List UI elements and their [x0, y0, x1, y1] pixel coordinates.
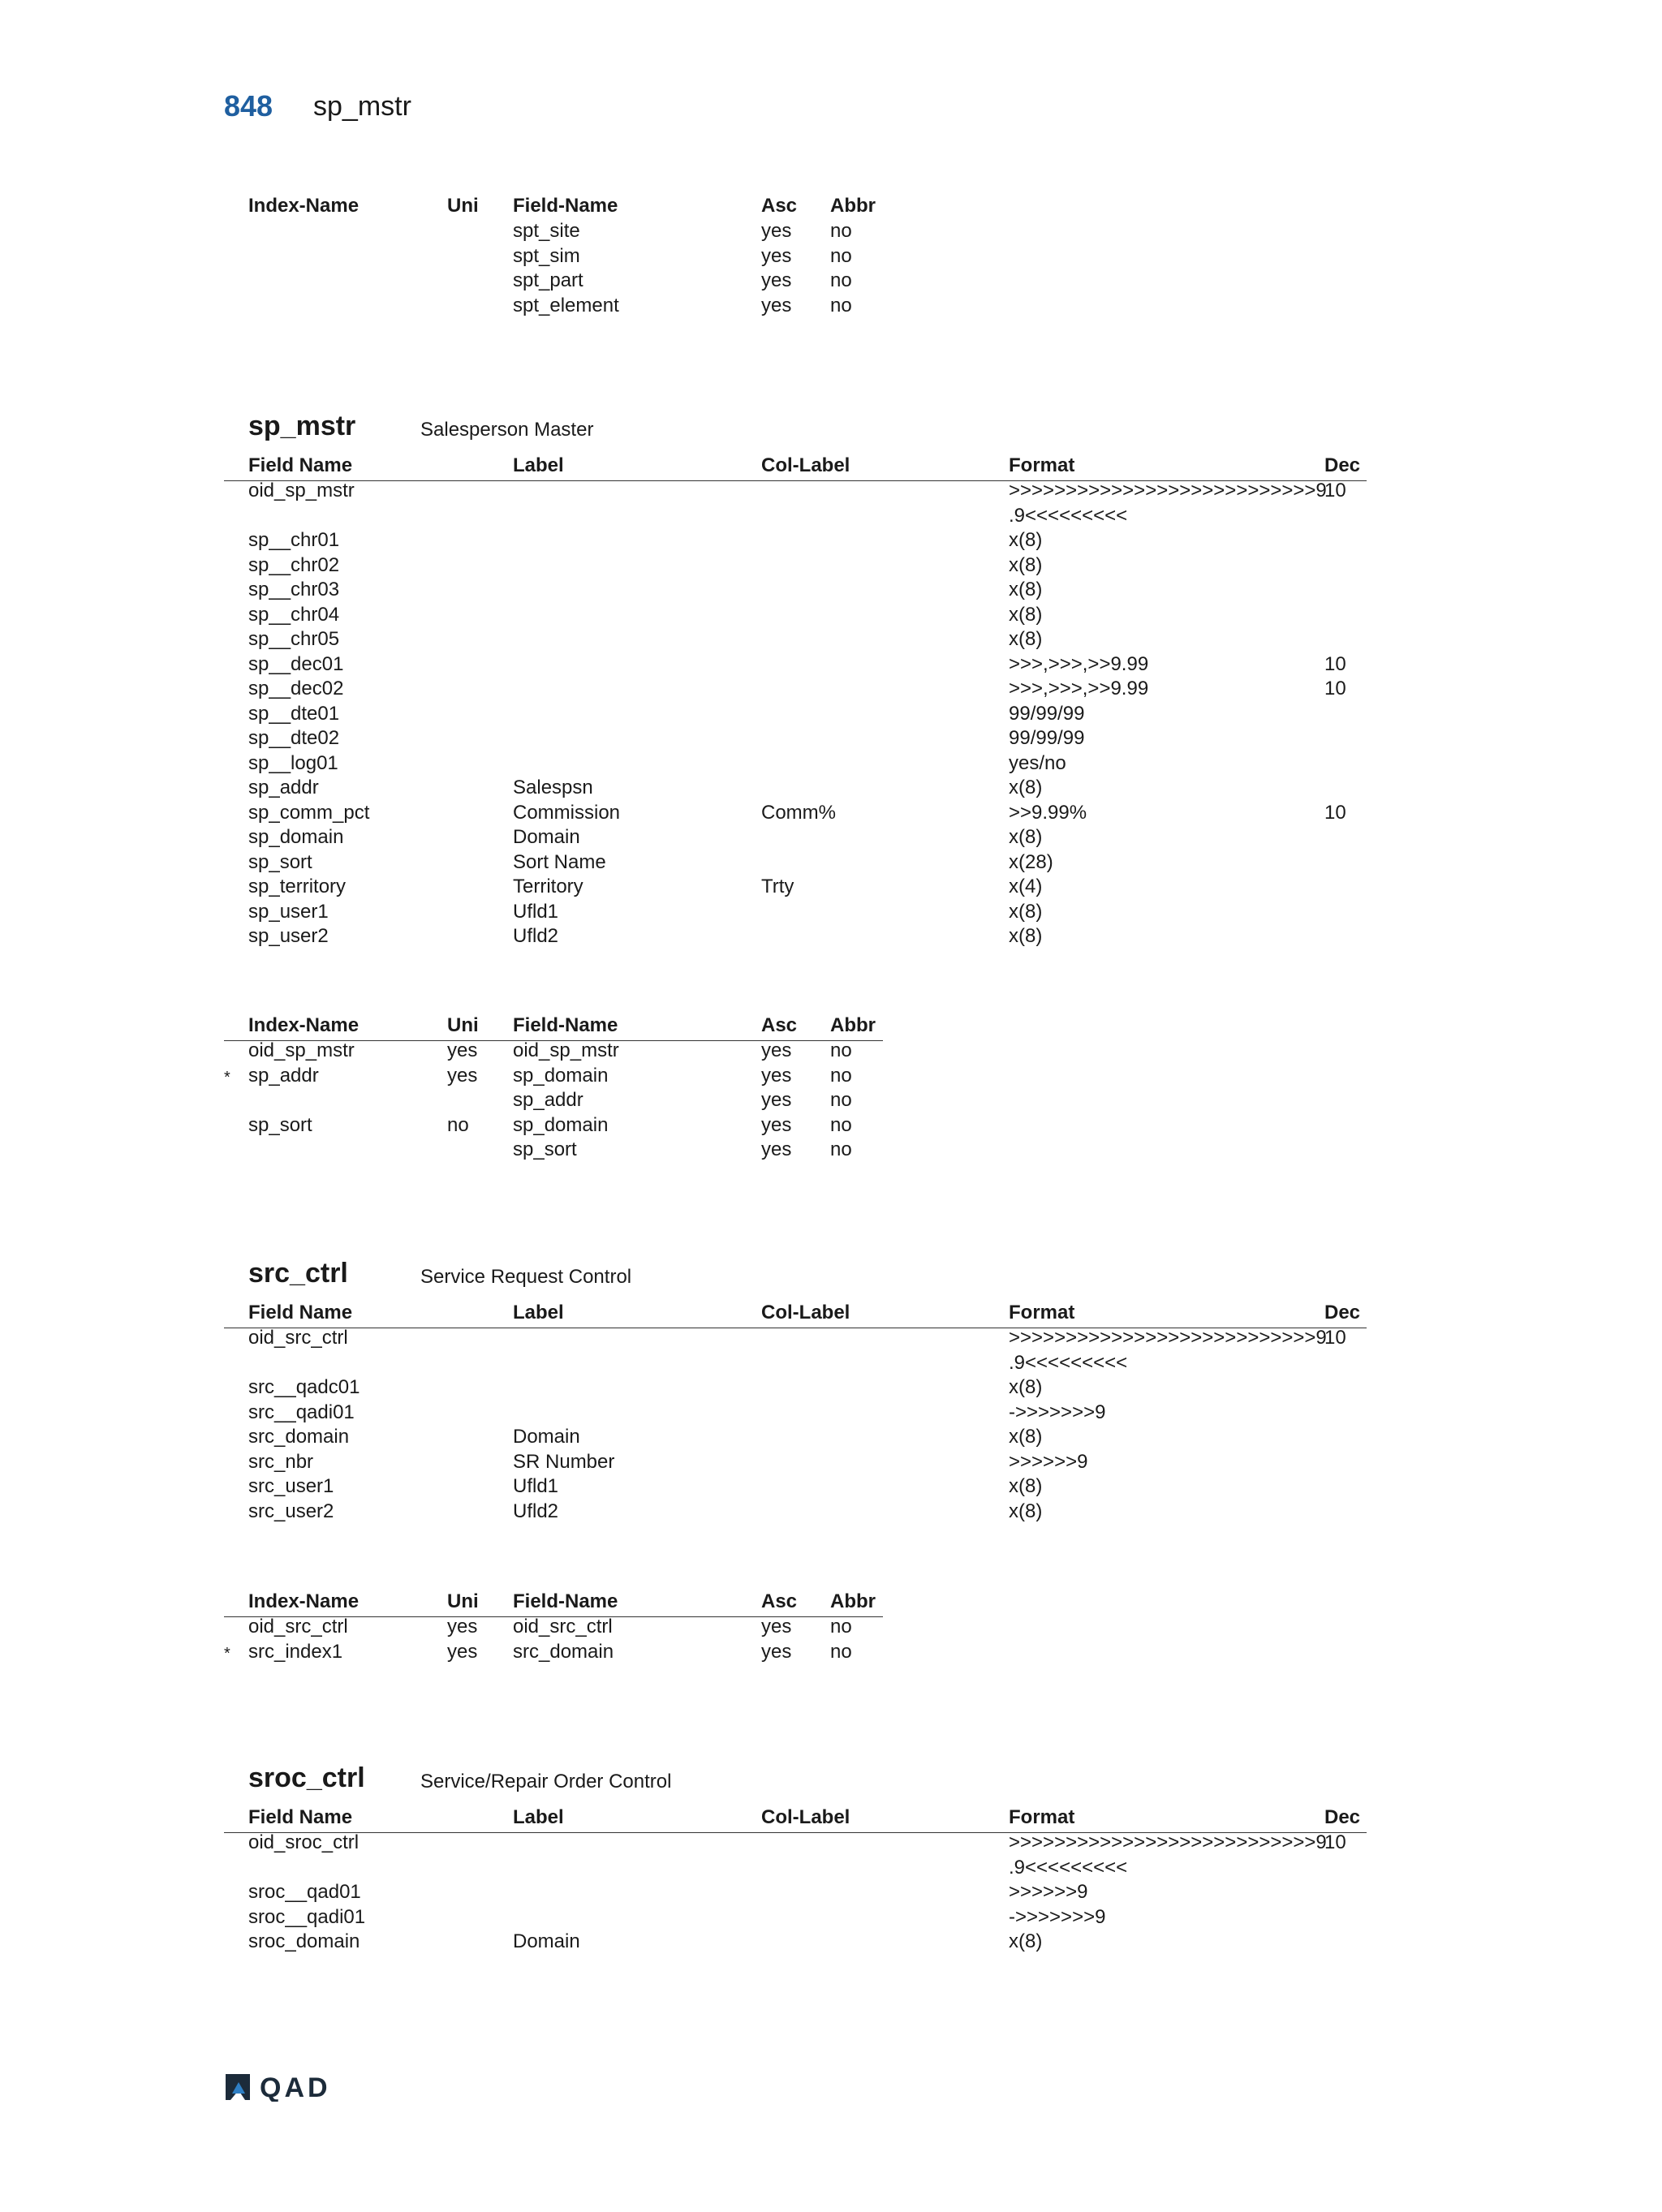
- sp-mstr-field-cell: Salespsn: [513, 777, 593, 798]
- sp-mstr-field-cell: .9<<<<<<<<<: [1009, 504, 1128, 527]
- sroc-ctrl-field-cell: sroc__qadi01: [248, 1905, 366, 1928]
- src-ctrl-index-unique-mark: *: [224, 1644, 230, 1663]
- sp-mstr-index-header: Field-Name: [513, 1014, 618, 1036]
- logo-text: QAD: [260, 2072, 331, 2102]
- sroc-ctrl-table-name: sroc_ctrl: [248, 1762, 365, 1793]
- sp-mstr-index-cell: no: [830, 1138, 852, 1160]
- sp-mstr-field-cell: Commission: [513, 801, 621, 824]
- src-ctrl-field-header: Col-Label: [761, 1302, 850, 1323]
- src-ctrl-index-cell: no: [830, 1616, 852, 1637]
- sp-mstr-field-cell: sp__chr03: [248, 579, 340, 600]
- src-ctrl-field-cell: Domain: [513, 1426, 580, 1448]
- src-ctrl-field-cell: .9<<<<<<<<<: [1009, 1351, 1128, 1374]
- sp-mstr-index-cell: yes: [761, 1138, 792, 1160]
- sp-mstr-field-cell: sp__dec02: [248, 678, 344, 699]
- sp-mstr-index-cell: no: [830, 1089, 852, 1111]
- cont-index-cell: yes: [761, 269, 792, 291]
- src-ctrl-index-header: Uni: [447, 1590, 479, 1612]
- sp-mstr-field-cell: x(8): [1009, 925, 1043, 947]
- sp-mstr-field-cell: Ufld1: [513, 900, 559, 923]
- sp-mstr-field-cell: 10: [1324, 678, 1346, 699]
- sp-mstr-field-cell: sp__dte01: [248, 702, 340, 725]
- sp-mstr-field-cell: x(8): [1009, 553, 1043, 576]
- cont-index-header: Field-Name: [513, 195, 618, 217]
- sroc-ctrl-field-header: Col-Label: [761, 1806, 850, 1828]
- sp-mstr-index-cell: sp_sort: [513, 1138, 577, 1160]
- src-ctrl-field-cell: 10: [1324, 1327, 1346, 1349]
- sroc-ctrl-field-header: Label: [513, 1806, 564, 1828]
- cont-index-cell: spt_sim: [513, 244, 580, 267]
- sp-mstr-field-header: Field Name: [248, 454, 353, 476]
- src-ctrl-table-name: src_ctrl: [248, 1258, 348, 1289]
- sp-mstr-field-cell: sp__chr02: [248, 553, 340, 576]
- cont-index-cell: no: [830, 244, 852, 267]
- sroc-ctrl-field-cell: >>>>>>>>>>>>>>>>>>>>>>>>>>>9: [1009, 1831, 1327, 1853]
- src-ctrl-field-cell: src_nbr: [248, 1450, 314, 1473]
- cont-index-cell: spt_part: [513, 269, 583, 291]
- sroc-ctrl-field-cell: Domain: [513, 1930, 580, 1952]
- src-ctrl-field-cell: x(8): [1009, 1426, 1043, 1448]
- src-ctrl-field-header: Format: [1009, 1302, 1075, 1323]
- sp-mstr-field-header: Dec: [1324, 454, 1361, 476]
- src-ctrl-field-cell: src_user1: [248, 1475, 334, 1497]
- sroc-ctrl-field-cell: 10: [1324, 1831, 1346, 1853]
- sp-mstr-field-cell: sp__chr05: [248, 628, 340, 650]
- sp-mstr-field-cell: sp__chr04: [248, 603, 340, 626]
- src-ctrl-field-cell: x(8): [1009, 1500, 1043, 1522]
- sp-mstr-field-cell: 10: [1324, 652, 1346, 675]
- src-ctrl-field-cell: Ufld1: [513, 1475, 559, 1497]
- sp-mstr-index-cell: yes: [761, 1064, 792, 1087]
- sp-mstr-field-cell: Trty: [761, 876, 794, 897]
- cont-index-cell: yes: [761, 244, 792, 267]
- sp-mstr-index-cell: oid_sp_mstr: [248, 1039, 355, 1061]
- sp-mstr-field-cell: yes/no: [1009, 751, 1066, 774]
- sroc-ctrl-field-cell: ->>>>>>>9: [1009, 1905, 1106, 1928]
- sp-mstr-field-cell: Ufld2: [513, 925, 559, 947]
- src-ctrl-index-cell: yes: [447, 1640, 478, 1663]
- src-ctrl-index-header: Abbr: [830, 1590, 876, 1612]
- sp-mstr-index-cell: yes: [447, 1064, 478, 1087]
- sp-mstr-field-cell: x(8): [1009, 628, 1043, 650]
- sp-mstr-field-cell: sp_comm_pct: [248, 801, 370, 824]
- sp-mstr-field-cell: Comm%: [761, 801, 837, 824]
- sroc-ctrl-field-header: Dec: [1324, 1806, 1361, 1828]
- src-ctrl-table-desc: Service Request Control: [420, 1266, 632, 1288]
- sp-mstr-table-name: sp_mstr: [248, 411, 356, 441]
- cont-index-cell: no: [830, 294, 852, 316]
- sp-mstr-field-header: Label: [513, 454, 564, 476]
- sp-mstr-index-cell: yes: [761, 1113, 792, 1136]
- sroc-ctrl-table-desc: Service/Repair Order Control: [420, 1771, 672, 1792]
- cont-index-header: Asc: [761, 195, 798, 217]
- cont-index-cell: no: [830, 269, 852, 291]
- src-ctrl-index-cell: no: [830, 1640, 852, 1663]
- sp-mstr-index-cell: no: [830, 1113, 852, 1136]
- cont-index-cell: yes: [761, 220, 792, 242]
- sp-mstr-index-cell: yes: [761, 1089, 792, 1111]
- sp-mstr-index-cell: sp_sort: [248, 1113, 312, 1136]
- sroc-ctrl-field-header: Format: [1009, 1806, 1075, 1828]
- page-title: sp_mstr: [313, 91, 411, 122]
- src-ctrl-index-cell: yes: [447, 1616, 478, 1637]
- sp-mstr-index-cell: no: [447, 1113, 469, 1136]
- sp-mstr-field-cell: sp_sort: [248, 850, 312, 873]
- sroc-ctrl-field-cell: .9<<<<<<<<<: [1009, 1856, 1128, 1878]
- sp-mstr-index-header: Asc: [761, 1014, 798, 1036]
- cont-index-cell: no: [830, 220, 852, 242]
- src-ctrl-index-cell: yes: [761, 1640, 792, 1663]
- sp-mstr-field-cell: x(8): [1009, 603, 1043, 626]
- src-ctrl-index-cell: src_domain: [513, 1640, 614, 1663]
- page-number: 848: [224, 89, 273, 123]
- sp-mstr-table-desc: Salesperson Master: [420, 419, 594, 441]
- sp-mstr-field-cell: 99/99/99: [1009, 727, 1085, 749]
- sp-mstr-index-header: Abbr: [830, 1014, 876, 1036]
- sp-mstr-field-cell: Domain: [513, 826, 580, 848]
- qad-logo-icon: [224, 2072, 346, 2102]
- sp-mstr-index-header: Uni: [447, 1014, 479, 1036]
- sp-mstr-field-cell: 99/99/99: [1009, 702, 1085, 725]
- cont-index-cell: yes: [761, 294, 792, 316]
- sp-mstr-field-cell: sp__dec01: [248, 652, 344, 675]
- sp-mstr-field-cell: >>9.99%: [1009, 801, 1087, 824]
- sroc-ctrl-field-cell: >>>>>>9: [1009, 1881, 1088, 1903]
- sp-mstr-field-cell: >>>,>>>,>>9.99: [1009, 652, 1149, 675]
- sroc-ctrl-field-cell: sroc_domain: [248, 1930, 360, 1952]
- sp-mstr-index-cell: no: [830, 1039, 852, 1061]
- sp-mstr-index-cell: oid_sp_mstr: [513, 1039, 619, 1061]
- src-ctrl-field-cell: src_domain: [248, 1426, 350, 1448]
- src-ctrl-index-header: Asc: [761, 1590, 798, 1612]
- sp-mstr-field-cell: x(8): [1009, 826, 1043, 848]
- sp-mstr-field-header: Format: [1009, 454, 1075, 476]
- sp-mstr-index-cell: sp_domain: [513, 1064, 609, 1087]
- src-ctrl-field-cell: src__qadc01: [248, 1376, 360, 1398]
- sp-mstr-field-cell: sp_user2: [248, 925, 329, 947]
- sp-mstr-index-cell: yes: [447, 1039, 478, 1061]
- sp-mstr-field-cell: x(4): [1009, 876, 1043, 897]
- src-ctrl-field-cell: Ufld2: [513, 1500, 559, 1522]
- src-ctrl-field-cell: ->>>>>>>9: [1009, 1401, 1106, 1423]
- src-ctrl-index-cell: yes: [761, 1616, 792, 1637]
- cont-index-header: Abbr: [830, 195, 876, 217]
- cont-index-header: Uni: [447, 195, 479, 217]
- sp-mstr-index-cell: no: [830, 1064, 852, 1087]
- src-ctrl-field-cell: x(8): [1009, 1376, 1043, 1398]
- src-ctrl-index-header: Index-Name: [248, 1590, 360, 1612]
- sroc-ctrl-field-header: Field Name: [248, 1806, 353, 1828]
- sp-mstr-index-cell: sp_domain: [513, 1113, 609, 1136]
- sroc-ctrl-field-cell: x(8): [1009, 1930, 1043, 1952]
- sroc-ctrl-field-cell: sroc__qad01: [248, 1881, 361, 1903]
- src-ctrl-field-header: Dec: [1324, 1302, 1361, 1323]
- sp-mstr-field-cell: sp_addr: [248, 777, 319, 798]
- cont-index-cell: spt_element: [513, 294, 619, 316]
- src-ctrl-field-header: Field Name: [248, 1302, 353, 1323]
- sp-mstr-field-cell: 10: [1324, 801, 1346, 824]
- sp-mstr-field-cell: sp_user1: [248, 900, 329, 923]
- cont-index-cell: spt_site: [513, 220, 580, 242]
- sp-mstr-field-cell: Sort Name: [513, 850, 606, 873]
- sp-mstr-field-cell: x(8): [1009, 900, 1043, 923]
- src-ctrl-field-cell: x(8): [1009, 1475, 1043, 1497]
- cont-index-header: Index-Name: [248, 195, 360, 217]
- src-ctrl-index-cell: oid_src_ctrl: [513, 1616, 613, 1637]
- sp-mstr-field-cell: x(8): [1009, 579, 1043, 600]
- sp-mstr-field-cell: oid_sp_mstr: [248, 480, 355, 501]
- sp-mstr-field-header: Col-Label: [761, 454, 850, 476]
- src-ctrl-field-cell: >>>>>>>>>>>>>>>>>>>>>>>>>>>9: [1009, 1327, 1327, 1349]
- sp-mstr-field-cell: 10: [1324, 480, 1346, 501]
- src-ctrl-field-cell: SR Number: [513, 1450, 615, 1473]
- src-ctrl-field-header: Label: [513, 1302, 564, 1323]
- qad-logo: [224, 2072, 346, 2107]
- src-ctrl-index-cell: src_index1: [248, 1640, 343, 1663]
- sp-mstr-index-cell: sp_addr: [248, 1064, 319, 1087]
- sp-mstr-field-cell: Territory: [513, 876, 583, 897]
- sp-mstr-field-cell: x(28): [1009, 850, 1053, 873]
- sp-mstr-field-cell: x(8): [1009, 529, 1043, 551]
- sroc-ctrl-field-cell: oid_sroc_ctrl: [248, 1831, 360, 1853]
- sp-mstr-field-cell: >>>>>>>>>>>>>>>>>>>>>>>>>>>9: [1009, 480, 1327, 501]
- sp-mstr-index-cell: yes: [761, 1039, 792, 1061]
- src-ctrl-index-cell: oid_src_ctrl: [248, 1616, 348, 1637]
- sp-mstr-index-unique-mark: *: [224, 1068, 230, 1087]
- sp-mstr-index-cell: sp_addr: [513, 1089, 583, 1111]
- sp-mstr-field-cell: sp_domain: [248, 826, 344, 848]
- sp-mstr-field-cell: sp__chr01: [248, 529, 340, 551]
- src-ctrl-field-cell: src_user2: [248, 1500, 334, 1522]
- sp-mstr-field-cell: sp__log01: [248, 751, 338, 774]
- src-ctrl-index-header: Field-Name: [513, 1590, 618, 1612]
- sp-mstr-index-header: Index-Name: [248, 1014, 360, 1036]
- src-ctrl-field-cell: oid_src_ctrl: [248, 1327, 348, 1349]
- sp-mstr-field-cell: x(8): [1009, 777, 1043, 798]
- src-ctrl-field-cell: >>>>>>9: [1009, 1450, 1088, 1473]
- sp-mstr-field-cell: sp__dte02: [248, 727, 340, 749]
- sp-mstr-field-cell: >>>,>>>,>>9.99: [1009, 678, 1149, 699]
- sp-mstr-field-cell: sp_territory: [248, 876, 347, 897]
- src-ctrl-field-cell: src__qadi01: [248, 1401, 355, 1423]
